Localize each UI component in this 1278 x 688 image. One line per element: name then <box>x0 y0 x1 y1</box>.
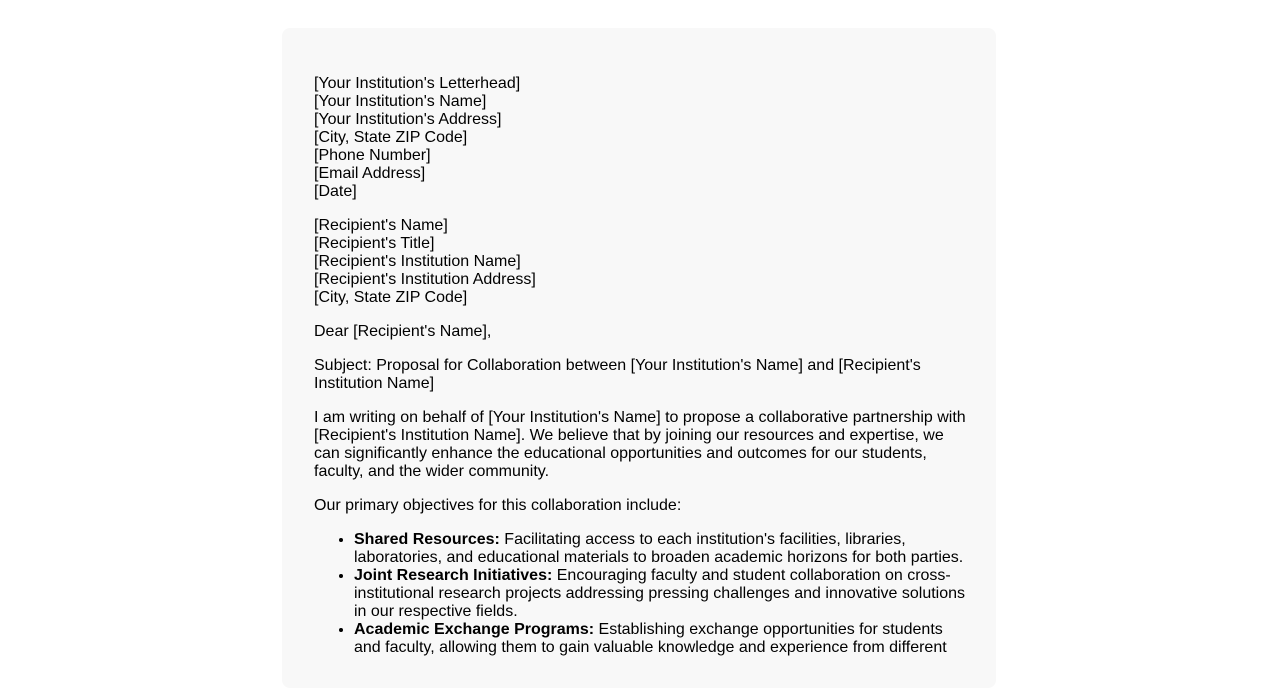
list-item <box>354 567 966 621</box>
objective-title: Academic Exchange Programs: <box>354 621 595 638</box>
subject-line: Subject: Proposal for Collaboration between [Your Institution's Name] and [Recipient's Institution Name] <box>314 357 921 392</box>
objectives-list <box>314 531 966 657</box>
intro-paragraph: I am writing on behalf of [Your Institution's Name] to propose a collaborative partnership with [Recipient's Institution Name]. We believe that by joining our resources and expertise, we can significantly enhance the educational opportunities and outcomes for our students, faculty, and the wider community. <box>314 409 966 480</box>
salutation: Dear [Recipient's Name], <box>314 323 492 340</box>
letter-date: [Date] <box>314 183 357 200</box>
recipient-city: [City, State ZIP Code] <box>314 289 468 306</box>
objective-text: Encouraging faculty and student collaboration on cross-institutional research projects addressing pressing challenges and innovative solutions in our respective fields. <box>354 567 966 620</box>
sender-name: [Your Institution's Name] <box>314 93 487 110</box>
objective-title: Shared Resources: <box>354 531 500 548</box>
objectives-heading: Our primary objectives for this collaboration include: <box>314 497 682 514</box>
sender-city: [City, State ZIP Code] <box>314 129 468 146</box>
sender-email: [Email Address] <box>314 165 426 182</box>
sender-phone: [Phone Number] <box>314 147 431 164</box>
letter-content <box>314 75 966 657</box>
sender-address: [Your Institution's Address] <box>314 111 502 128</box>
list-item <box>354 531 966 567</box>
recipient-address: [Recipient's Institution Address] <box>314 271 536 288</box>
letter-sheet <box>282 28 996 688</box>
recipient-title: [Recipient's Title] <box>314 235 435 252</box>
objective-text: Establishing exchange opportunities for students and faculty, allowing them to gain valuable knowledge and experience from different <box>354 621 947 656</box>
objective-text: Facilitating access to each institution's facilities, libraries, laboratories, and educational materials to broaden academic horizons for both parties. <box>354 531 964 566</box>
recipient-name: [Recipient's Name] <box>314 217 448 234</box>
recipient-institution: [Recipient's Institution Name] <box>314 253 521 270</box>
objective-title: Joint Research Initiatives: <box>354 567 553 584</box>
sender-letterhead: [Your Institution's Letterhead] <box>314 75 521 92</box>
list-item <box>354 621 966 657</box>
sender-block <box>314 75 966 201</box>
recipient-block <box>314 217 966 307</box>
